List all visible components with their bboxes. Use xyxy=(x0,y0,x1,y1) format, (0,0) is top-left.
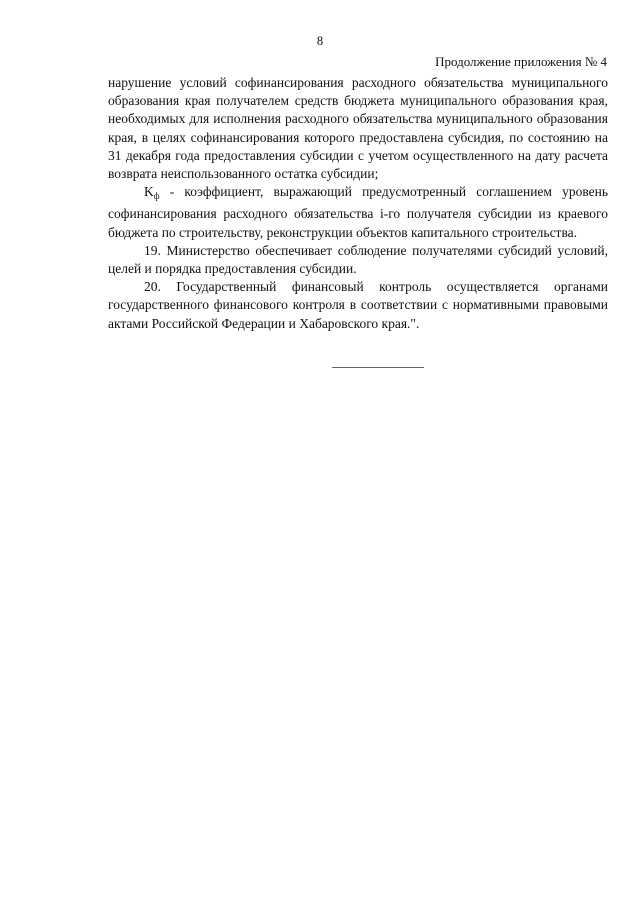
appendix-continuation-label: Продолжение приложения № 4 xyxy=(435,54,607,69)
paragraph-item-19: 19. Министерство обеспечивает соблюдение получателями субсидий условий, целей и порядка предоставления субсидии. xyxy=(108,242,608,277)
coefficient-description: - коэффициент, выражающий предусмотренный соглашением уровень софинансирования расходного обязательства i-го получателя субсидии из краевого бюджета по строительству, реконструкции объектов капитального строительства. xyxy=(108,184,608,240)
document-body xyxy=(108,74,608,333)
paragraph-condition-violation: нарушение условий софинансирования расходного обязательства муниципального образования края получателем средств бюджета муниципального образования края, необходимых для исполнения расходного обязательства муниципального образования края, в целях софинансирования которого предоставлена субсидия, по состоянию на 31 декабря года предоставления субсидии с учетом осуществленного на дату расчета возврата неиспользованного остатка субсидии; xyxy=(108,75,608,182)
coefficient-subscript: ф xyxy=(153,191,160,202)
coefficient-symbol: K xyxy=(144,184,154,200)
paragraph-coefficient-definition xyxy=(108,183,608,242)
paragraph-item-20: 20. Государственный финансовый контроль осуществляется органами государственного финансового контроля в соответствии с нормативными правовыми актами Российской Федерации и Хабаровского края.". xyxy=(108,279,608,331)
page-number: 8 xyxy=(316,34,324,48)
end-of-text-rule xyxy=(332,367,424,368)
